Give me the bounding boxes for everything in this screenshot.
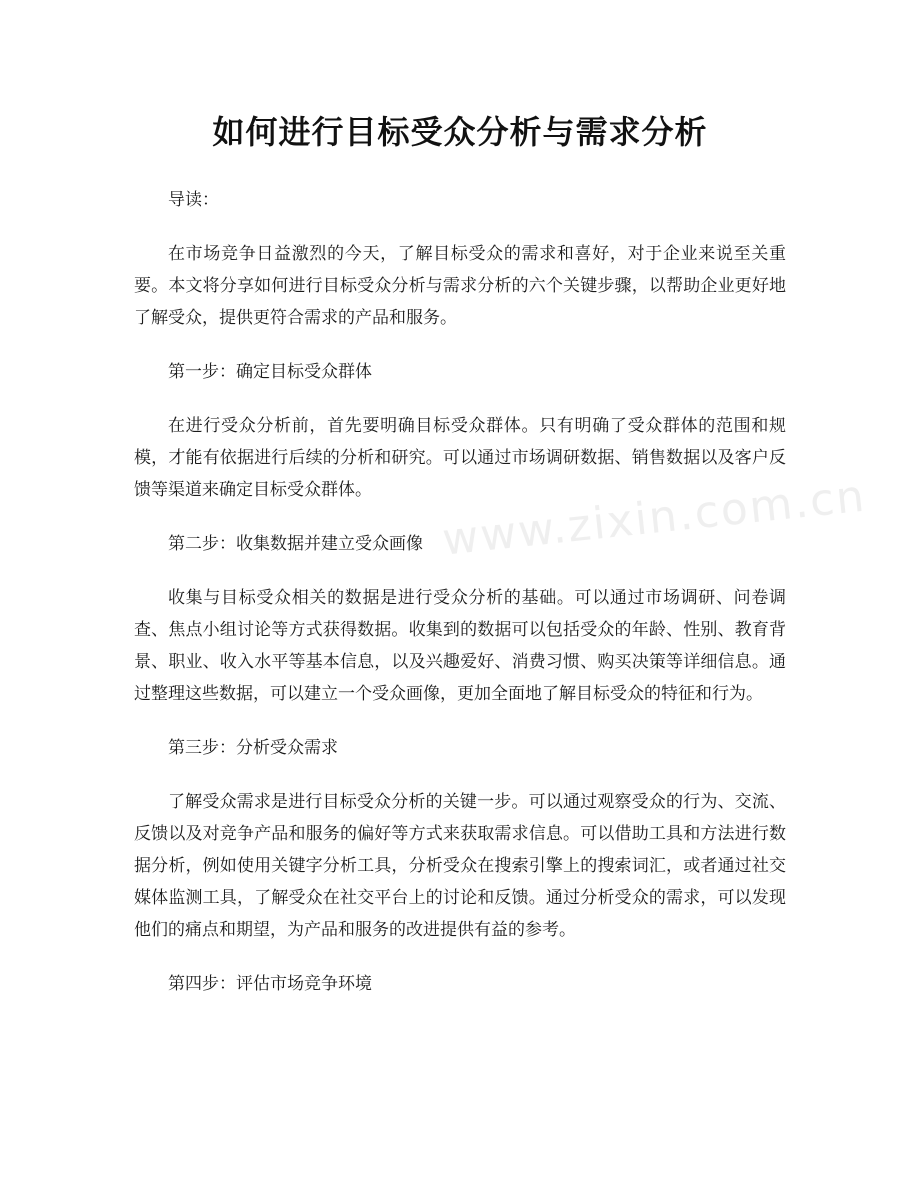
- intro-paragraph: 在市场竞争日益激烈的今天，了解目标受众的需求和喜好，对于企业来说至关重要。本文将分享如何进行目标受众分析与需求分析的六个关键步骤，以帮助企业更好地了解受众，提供更符合需求的产品和服务。: [134, 244, 786, 328]
- watermark: www.zixin.com.cn: [440, 470, 869, 566]
- step-1-heading: 第一步：确定目标受众群体: [168, 362, 372, 382]
- step-1-paragraph: 在进行受众分析前，首先要明确目标受众群体。只有明确了受众群体的范围和规模，才能有依据进行后续的分析和研究。可以通过市场调研数据、销售数据以及客户反馈等渠道来确定目标受众群体。: [134, 416, 786, 500]
- step-3-heading: 第三步：分析受众需求: [168, 738, 338, 758]
- step-4-heading: 第四步：评估市场竞争环境: [168, 974, 372, 994]
- intro-label: 导读：: [168, 190, 219, 210]
- step-3-paragraph: 了解受众需求是进行目标受众分析的关键一步。可以通过观察受众的行为、交流、反馈以及对竞争产品和服务的偏好等方式来获取需求信息。可以借助工具和方法进行数据分析，例如使用关键字分析工具，分析受众在搜索引擎上的搜索词汇，或者通过社交媒体监测工具，了解受众在社交平台上的讨论和反馈。通过分析受众的需求，可以发现他们的痛点和期望，为产品和服务的改进提供有益的参考。: [134, 792, 786, 940]
- document-title: 如何进行目标受众分析与需求分析: [212, 113, 708, 151]
- step-2-heading: 第二步：收集数据并建立受众画像: [168, 534, 423, 554]
- step-2-paragraph: 收集与目标受众相关的数据是进行受众分析的基础。可以通过市场调研、问卷调查、焦点小组讨论等方式获得数据。收集到的数据可以包括受众的年龄、性别、教育背景、职业、收入水平等基本信息，以及兴趣爱好、消费习惯、购买决策等详细信息。通过整理这些数据，可以建立一个受众画像，更加全面地了解目标受众的特征和行为。: [134, 588, 786, 704]
- document-body: [134, 184, 786, 1000]
